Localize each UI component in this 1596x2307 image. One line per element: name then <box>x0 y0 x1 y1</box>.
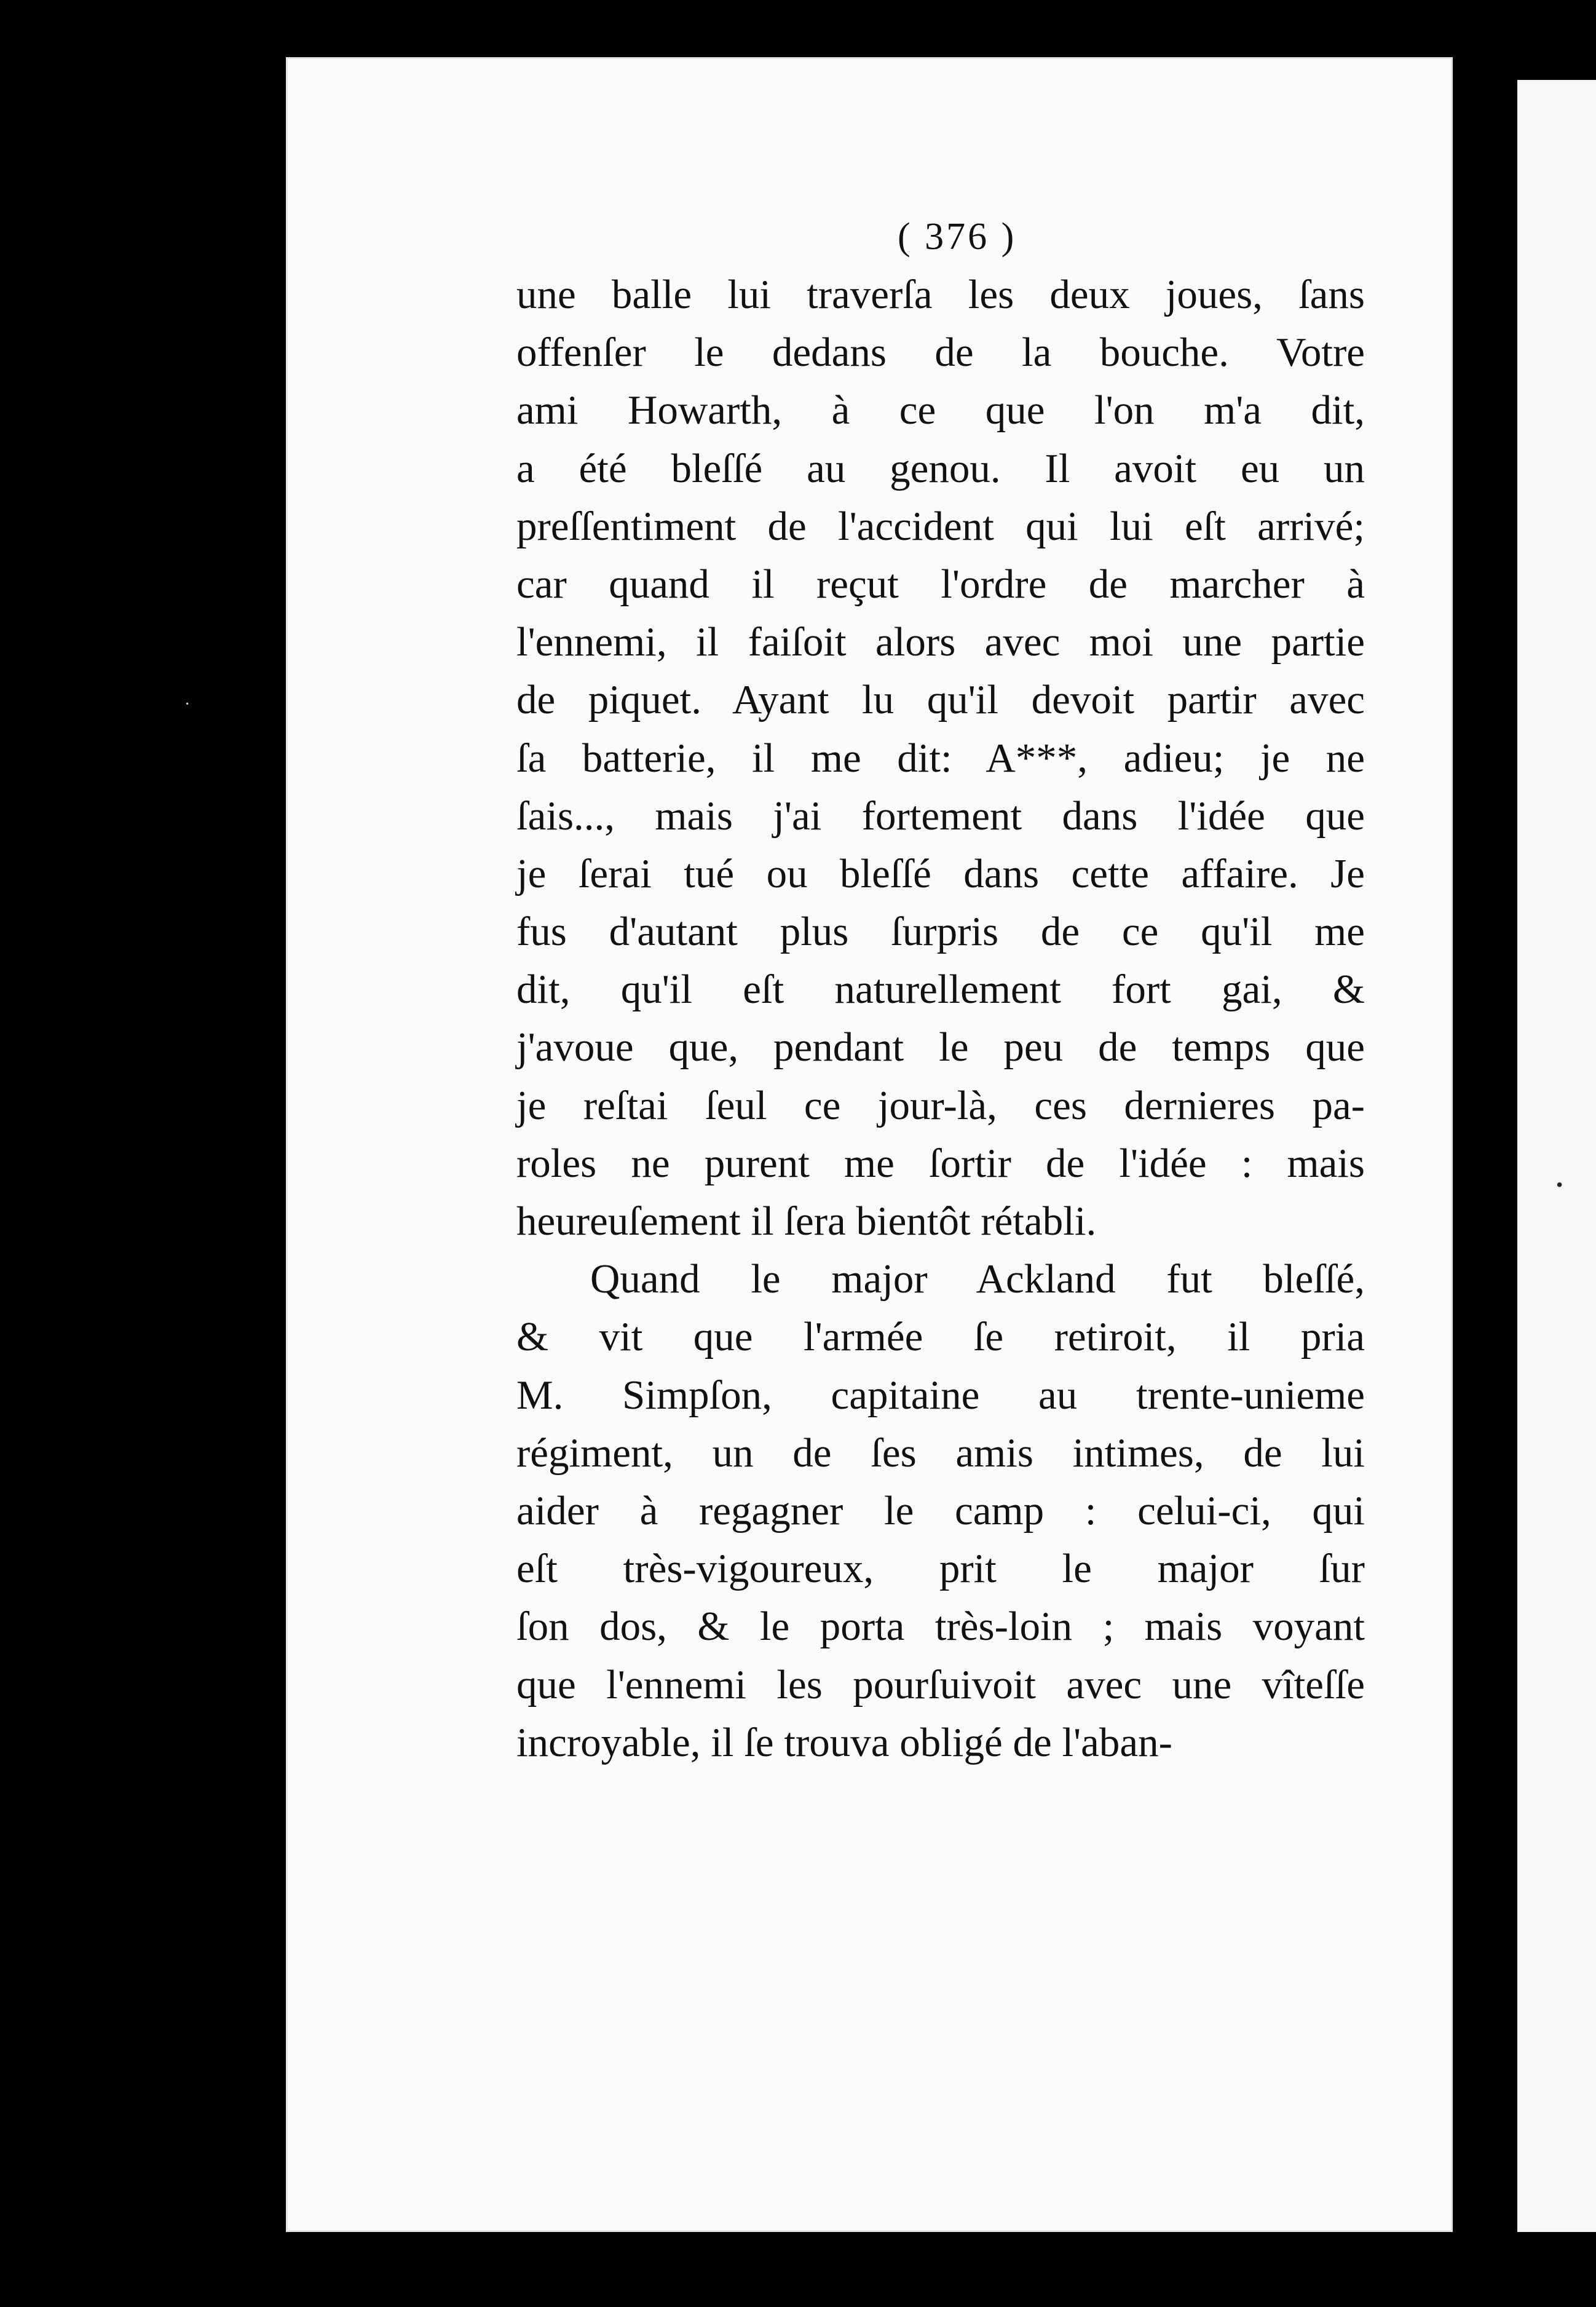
text-line: roles ne purent me ſortir de l'idée : mais <box>516 1140 1365 1186</box>
text-line: Quand le major Ackland fut bleſſé, <box>590 1256 1365 1302</box>
text-line: ſais..., mais j'ai fortement dans l'idée que <box>516 793 1365 839</box>
text-line: M. Simpſon, capitaine au trente-unieme <box>516 1372 1365 1418</box>
facing-page-edge <box>1517 80 1596 2232</box>
page-number-heading: ( 376 ) <box>898 216 1017 258</box>
text-line: de piquet. Ayant lu qu'il devoit partir avec <box>516 677 1365 723</box>
text-line: preſſentiment de l'accident qui lui eſt arrivé; <box>516 503 1365 549</box>
text-line: j'avoue que, pendant le peu de temps que <box>516 1024 1365 1070</box>
text-line: & vit que l'armée ſe retiroit, il pria <box>516 1314 1365 1360</box>
text-line: que l'ennemi les pourſuivoit avec une vîteſſe <box>516 1661 1365 1707</box>
text-line: fus d'autant plus ſurpris de ce qu'il me <box>516 909 1365 955</box>
text-line: aider à regagner le camp : celui-ci, qui <box>516 1487 1365 1533</box>
text-line: offenſer le dedans de la bouche. Votre <box>516 330 1365 376</box>
text-line: dit, qu'il eſt naturellement fort gai, & <box>516 967 1365 1013</box>
text-line: ſon dos, & le porta très-loin ; mais voyant <box>516 1604 1365 1650</box>
text-line: régiment, un de ſes amis intimes, de lui <box>516 1430 1365 1476</box>
text-line: je reſtai ſeul ce jour-là, ces dernieres pa- <box>516 1082 1365 1128</box>
text-line: heureuſement il ſera bientôt rétabli. <box>516 1198 1097 1244</box>
text-line: eſt très-vigoureux, prit le major ſur <box>516 1546 1365 1592</box>
text-line: ſa batterie, il me dit: A***, adieu; je ne <box>516 735 1365 781</box>
margin-speck: · <box>184 695 191 714</box>
text-line: je ſerai tué ou bleſſé dans cette affaire. Je <box>516 850 1365 896</box>
text-line: a été bleſſé au genou. Il avoit eu un <box>516 445 1365 491</box>
body-text <box>516 266 1365 1771</box>
text-line: une balle lui traverſa les deux joues, ſans <box>516 272 1365 317</box>
text-line: car quand il reçut l'ordre de marcher à <box>516 561 1365 607</box>
facing-page-glyph: · <box>1553 1163 1566 1206</box>
text-line: incroyable, il ſe trouva obligé de l'aban- <box>516 1719 1172 1765</box>
text-line: ami Howarth, à ce que l'on m'a dit, <box>516 387 1365 433</box>
text-line: l'ennemi, il faiſoit alors avec moi une partie <box>516 619 1365 665</box>
